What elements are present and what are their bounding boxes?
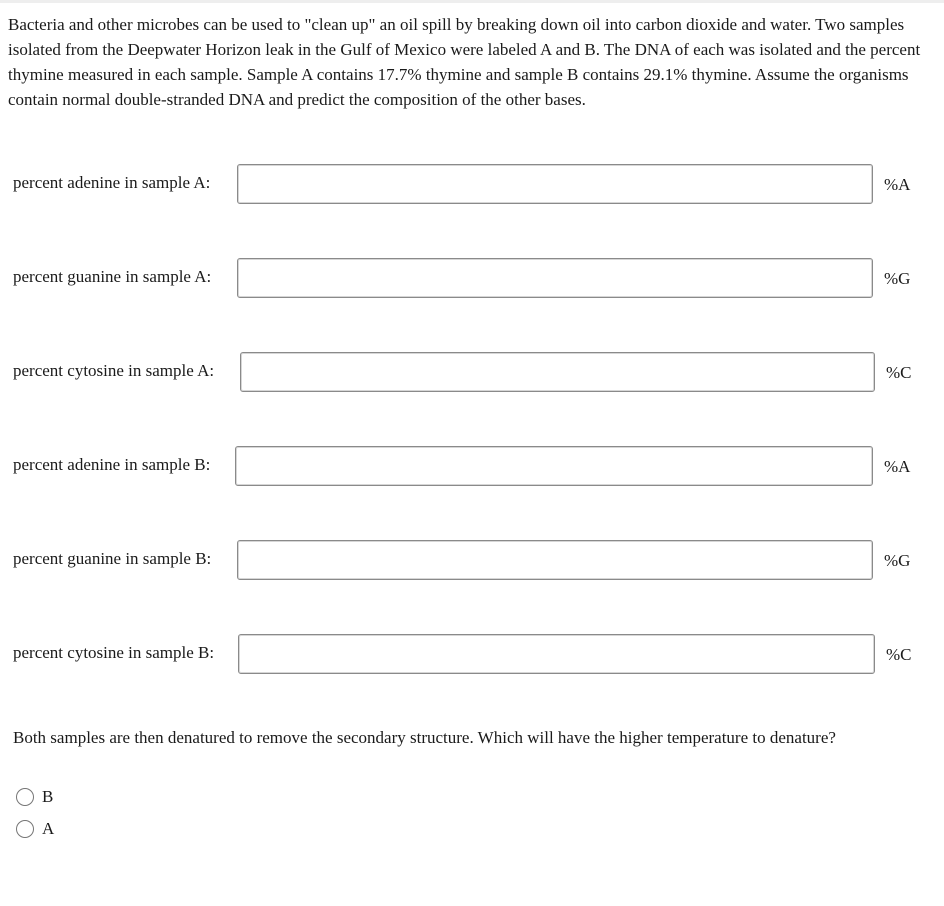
field-label-adenine-b: percent adenine in sample B: xyxy=(13,455,211,474)
field-label-guanine-a: percent guanine in sample A: xyxy=(13,267,212,286)
unit-label-cytosine-b: %C xyxy=(886,645,912,664)
adenine-b-input[interactable] xyxy=(235,446,873,486)
unit-label-guanine-b: %G xyxy=(884,551,911,570)
cytosine-a-input[interactable] xyxy=(240,352,875,392)
option-b[interactable] xyxy=(16,786,53,808)
top-divider xyxy=(0,0,944,3)
field-label-cytosine-b: percent cytosine in sample B: xyxy=(13,643,215,662)
field-label-cytosine-a: percent cytosine in sample A: xyxy=(13,361,215,380)
unit-label-adenine-b: %A xyxy=(884,457,911,476)
field-label-adenine-a: percent adenine in sample A: xyxy=(13,173,211,192)
problem-statement: Bacteria and other microbes can be used to "clean up" an oil spill by breaking down oil into carbon dioxide and water. Two samples isolated from the Deepwater Horizon leak in the Gulf of Mexico were labeled A and B. The DNA of each was isolated and the percent thymine measured in each sample. Sample A contains 17.7% thymine and sample B contains 29.1% thymine. Assume the organisms contain normal double-stranded DNA and predict the composition of the other bases. xyxy=(8,15,921,109)
answer-row-guanine-b xyxy=(13,540,933,582)
denature-question: Both samples are then denatured to remove the secondary structure. Which will have the higher temperature to denature? xyxy=(13,728,836,747)
guanine-a-input[interactable] xyxy=(237,258,873,298)
answer-row-cytosine-b xyxy=(13,634,933,676)
unit-label-adenine-a: %A xyxy=(884,175,911,194)
option-b-radio[interactable] xyxy=(16,788,34,806)
guanine-b-input[interactable] xyxy=(237,540,873,580)
answer-row-cytosine-a xyxy=(13,352,933,394)
unit-label-guanine-a: %G xyxy=(884,269,911,288)
option-b-label[interactable]: B xyxy=(42,787,54,806)
unit-label-cytosine-a: %C xyxy=(886,363,912,382)
option-a-label[interactable]: A xyxy=(42,819,55,838)
cytosine-b-input[interactable] xyxy=(238,634,875,674)
option-a[interactable] xyxy=(16,818,54,840)
answer-row-guanine-a xyxy=(13,258,933,300)
field-label-guanine-b: percent guanine in sample B: xyxy=(13,549,212,568)
answer-row-adenine-b xyxy=(13,446,933,488)
option-a-radio[interactable] xyxy=(16,820,34,838)
answer-row-adenine-a xyxy=(13,164,933,206)
adenine-a-input[interactable] xyxy=(237,164,873,204)
